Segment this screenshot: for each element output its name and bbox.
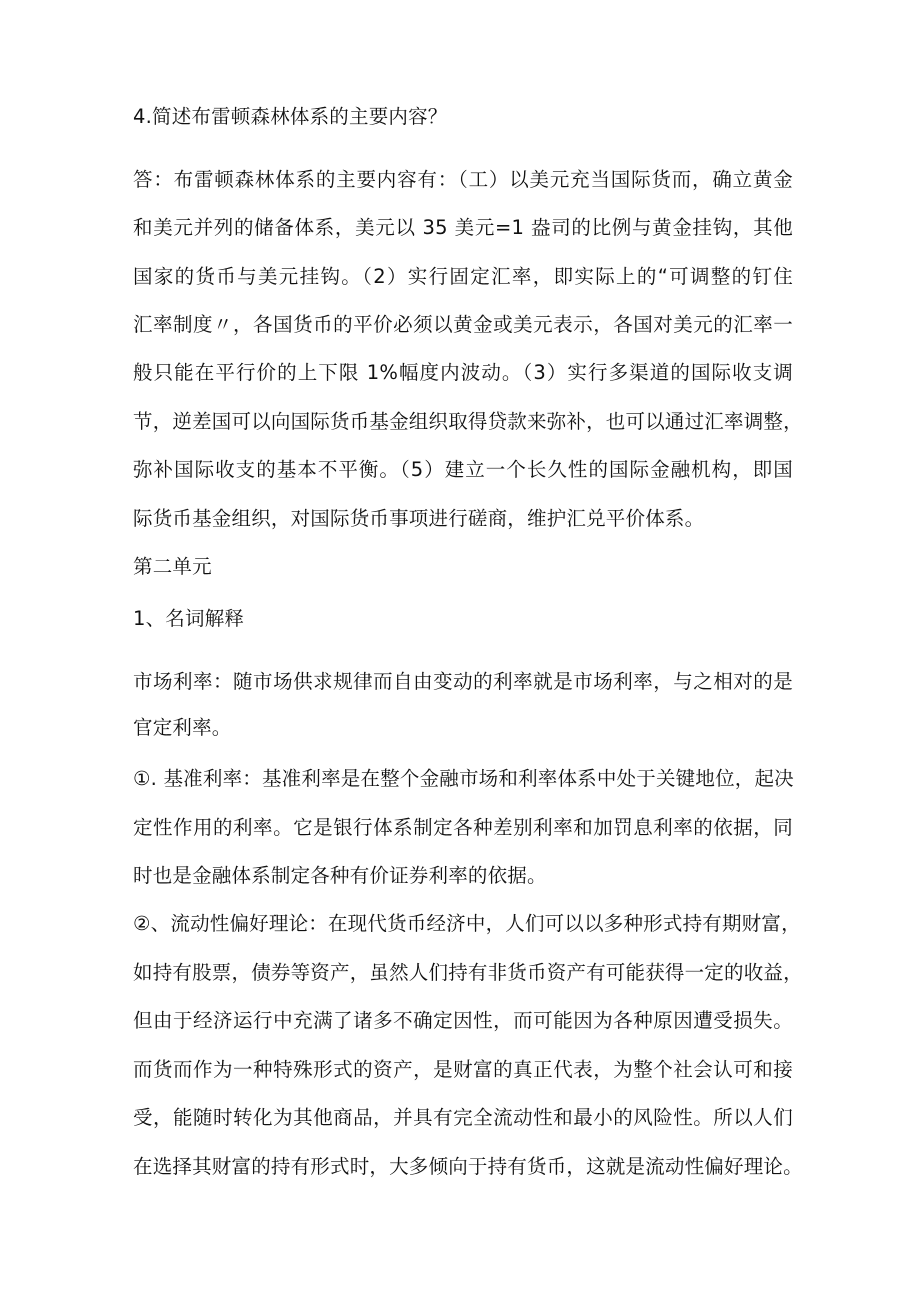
liquidity-line: ②、流动性偏好理论：在现代货币经济中，人们可以以多种形式持有期财富， bbox=[133, 912, 801, 935]
answer-line: 般只能在平行价的上下限 1%幅度内波动。（3）实行多渠道的国际收支调 bbox=[133, 361, 793, 384]
market-rate-line: 市场利率：随市场供求规律而自由变动的利率就是市场利率，与之相对的是 bbox=[133, 670, 793, 693]
answer-line: 汇率制度〃，各国货币的平价必须以黄金或美元表示，各国对美元的汇率一 bbox=[133, 313, 793, 336]
liquidity-line: 如持有股票，债券等资产，虽然人们持有非货币资产有可能获得一定的收益， bbox=[133, 961, 803, 984]
liquidity-line: 但由于经济运行中充满了诸多不确定因性，而可能因为各种原因遭受损失。 bbox=[133, 1009, 793, 1032]
liquidity-line: 受，能随时转化为其他商品，并具有完全流动性和最小的风险性。所以人们 bbox=[133, 1106, 793, 1129]
liquidity-line: 而货而作为一种特殊形式的资产，是财富的真正代表，为整个社会认可和接 bbox=[133, 1058, 793, 1081]
answer-line: 节，逆差国可以向国际货币基金组织取得贷款来弥补，也可以通过汇率调整， bbox=[133, 410, 803, 433]
base-rate-line: ①. 基准利率：基准利率是在整个金融市场和利率体系中处于关键地位，起决 bbox=[133, 767, 794, 790]
section-heading: 1、名词解释 bbox=[133, 607, 245, 630]
market-rate-line: 官定利率。 bbox=[133, 716, 232, 739]
answer-line: 际货币基金组织，对国际货币事项进行磋商，维护汇兑平价体系。 bbox=[133, 507, 705, 530]
unit-heading: 第二单元 bbox=[133, 555, 212, 578]
base-rate-line: 时也是金融体系制定各种有价证券利率的依据。 bbox=[133, 864, 547, 887]
answer-line: 国家的货币与美元挂钩。（2）实行固定汇率，即实际上的“可调整的钉住 bbox=[133, 265, 793, 288]
liquidity-line: 在选择其财富的持有形式时，大多倾向于持有货币，这就是流动性偏好理论。 bbox=[133, 1155, 803, 1178]
base-rate-line: 定性作用的利率。它是银行体系制定各种差别利率和加罚息利率的依据，同 bbox=[133, 816, 793, 839]
answer-line: 答：布雷顿森林体系的主要内容有：（工）以美元充当国际货而，确立黄金 bbox=[133, 168, 793, 191]
answer-line: 弥补国际收支的基本不平衡。（5）建立一个长久性的国际金融机构，即国 bbox=[133, 458, 793, 481]
question-heading: 4.简述布雷顿森林体系的主要内容？ bbox=[133, 105, 448, 128]
answer-line: 和美元并列的储备体系，美元以 35 美元=1 盎司的比例与黄金挂钩，其他 bbox=[133, 216, 793, 239]
